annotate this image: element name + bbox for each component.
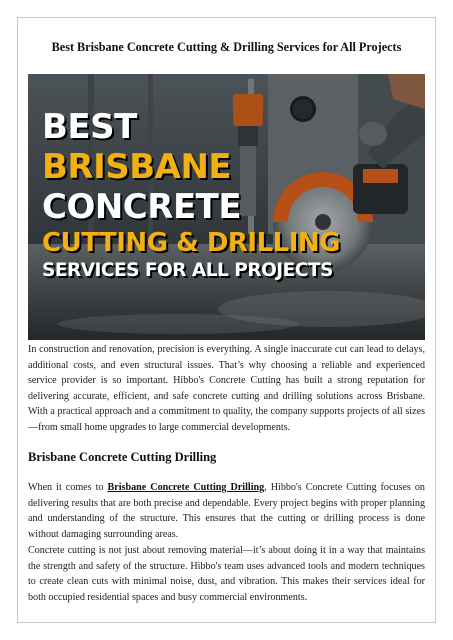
hero-line-brisbane: BRISBANE bbox=[42, 147, 232, 187]
hero-image bbox=[28, 74, 425, 340]
hero-line-services: SERVICES FOR ALL PROJECTS bbox=[42, 260, 333, 281]
document-title: Best Brisbane Concrete Cutting & Drilling Services for All Projects bbox=[51, 40, 402, 54]
service-paragraph bbox=[28, 480, 425, 542]
hero-headline bbox=[42, 107, 340, 281]
technique-paragraph: Concrete cutting is not just about removing material—it’s about doing it in a way that maintains the strength and safety of the structure. Hibbo's team uses advanced tools and modern techniques to create clean cuts with minimal noise, dust, and vibration. This makes their services ideal for both occupied residential spaces and busy commercial environments. bbox=[28, 545, 425, 603]
hero-line-best: BEST bbox=[42, 107, 137, 147]
brisbane-concrete-link[interactable]: Brisbane Concrete Cutting Drilling bbox=[107, 482, 265, 493]
section-heading: Brisbane Concrete Cutting Drilling bbox=[28, 450, 217, 464]
paragraph-text: , Hibbo's Concrete Cutting focuses on delivering results that are both precise and dependable. Every project begins with proper planning and understanding of the structure. This ensures that the cutting or drilling process is done without damaging surrounding areas. bbox=[28, 482, 425, 540]
hero-line-concrete: CONCRETE bbox=[42, 187, 242, 227]
intro-paragraph: In construction and renovation, precision is everything. A single inaccurate cut can lead to delays, additional costs, and even structural issues. That’s why choosing a reliable and experienced service provider is so important. Hibbo's Concrete Cutting has built a strong reputation for delivering accurate, efficient, and safe concrete cutting and drilling solutions across Brisbane. With a practical approach and a commitment to quality, the company supports projects of all sizes—from small home upgrades to large commercial developments. bbox=[28, 344, 425, 433]
paragraph-text: When it comes to bbox=[28, 482, 108, 493]
hero-line-cutting-drilling: CUTTING & DRILLING bbox=[42, 228, 340, 258]
